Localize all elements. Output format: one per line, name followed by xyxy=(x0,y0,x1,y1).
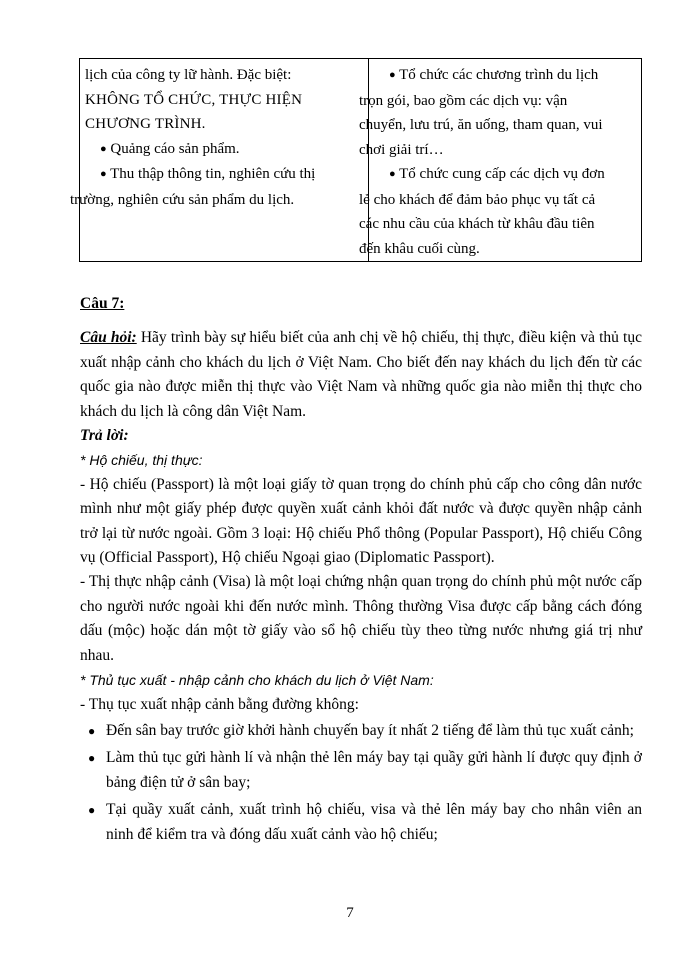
document-body xyxy=(80,292,642,850)
list-item-text: Tại quầy xuất cảnh, xuất trình hộ chiếu, visa và thẻ lên máy bay cho nhân viên an ninh để kiểm tra và đóng dấu xuất cảnh vào hộ chiếu; xyxy=(106,801,642,843)
subheading-passport-visa: * Hộ chiếu, thị thực: xyxy=(80,452,203,469)
text-line: Tổ chức cung cấp các dịch vụ đơn xyxy=(399,166,605,182)
table-bullet xyxy=(359,63,635,162)
page-number: 7 xyxy=(346,905,354,921)
text-line: đến khâu cuối cùng. xyxy=(359,240,480,257)
question-paragraph xyxy=(80,326,642,424)
table-bullet xyxy=(70,162,362,212)
list-item xyxy=(80,746,642,795)
bullet-icon: ● xyxy=(88,751,96,766)
comparison-table xyxy=(70,58,642,262)
list-item xyxy=(80,719,642,743)
question-text: Hãy trình bày sự hiểu biết của anh chị về hộ chiếu, thị thực, điều kiện và thủ tục xuất nhập cảnh cho khách du lịch ở Việt Nam. Cho biết đến nay khách du lịch đến từ các quốc gia nào được miễn thị thực vào Việt Nam và những quốc gia nào miễn thị thực cho khách du lịch là công dân Việt Nam. xyxy=(80,329,642,420)
text-line: lịch của công ty lữ hành. Đặc biệt: xyxy=(85,67,292,83)
bullet-icon: ● xyxy=(88,723,96,738)
table-row xyxy=(80,59,642,262)
text-line: Thu thập thông tin, nghiên cứu thị xyxy=(110,166,316,182)
text-line: Tổ chức các chương trình du lịch xyxy=(399,67,599,83)
answer-label: Trả lời: xyxy=(80,427,129,445)
table-left-text xyxy=(85,63,362,137)
table-cell-right xyxy=(359,59,642,262)
bullet-icon: ● xyxy=(389,168,396,180)
table-bullet xyxy=(359,162,635,261)
passport-paragraph: - Hộ chiếu (Passport) là một loại giấy tờ quan trọng do chính phủ cấp cho công dân nước mình như một giấy phép được quyền xuất cảnh khỏi đất nước và được quyền nhập cảnh trở lại từ nước ngoài. Gồm 3 loại: Hộ chiếu Phổ thông (Popular Passport), Hộ chiếu Công vụ (Official Passport), Hộ chiếu Ngoại giao (Diplomatic Passport). xyxy=(80,475,642,567)
list-item-text: Làm thủ tục gửi hành lí và nhận thẻ lên máy bay tại quầy gửi hành lí được quy định ở bảng điện tử ở sân bay; xyxy=(106,749,642,791)
text-line: trường, nghiên cứu sản phẩm du lịch. xyxy=(70,191,295,208)
text-line: lẻ cho khách để đảm bảo phục vụ tất cả xyxy=(359,191,596,208)
text-line: chơi giải trí… xyxy=(359,141,444,158)
text-line: trọn gói, bao gồm các dịch vụ: vận xyxy=(359,92,568,109)
bullet-icon: ● xyxy=(389,69,396,81)
table-cell-left xyxy=(70,59,369,262)
table-bullet xyxy=(85,137,362,163)
list-item-text: Đến sân bay trước giờ khởi hành chuyến bay ít nhất 2 tiếng để làm thủ tục xuất cảnh; xyxy=(106,721,634,739)
bullet-icon: ● xyxy=(100,142,107,155)
visa-paragraph: - Thị thực nhập cảnh (Visa) là một loại chứng nhận quan trọng do chính phủ một nước cấp cho người nước ngoài khi đến nước mình. Thông thường Visa được cấp bằng cách đóng dấu (mộc) hoặc dán một tờ giấy vào sổ hộ chiếu tùy theo từng nước nhưng giá trị như nhau. xyxy=(80,573,642,664)
text-line: CHƯƠNG TRÌNH. xyxy=(85,116,206,132)
question-label: Câu hỏi: xyxy=(80,329,137,347)
bullet-icon: ● xyxy=(100,168,107,180)
bullet-icon: ● xyxy=(88,803,96,818)
section-heading: Câu 7: xyxy=(80,295,125,312)
air-procedure-paragraph: - Thụ tục xuất nhập cảnh bằng đường không: xyxy=(80,695,359,713)
subheading-procedures: * Thủ tục xuất - nhập cảnh cho khách du lịch ở Việt Nam: xyxy=(80,672,434,689)
text-line: chuyển, lưu trú, ăn uống, tham quan, vui xyxy=(359,117,603,133)
text-line: các nhu cầu của khách từ khâu đầu tiên xyxy=(359,216,595,232)
text-line: KHÔNG TỔ CHỨC, THỰC HIỆN xyxy=(85,91,303,108)
list-item xyxy=(80,798,642,847)
procedure-list xyxy=(80,719,642,847)
text-line: Quảng cáo sản phẩm. xyxy=(110,140,240,157)
